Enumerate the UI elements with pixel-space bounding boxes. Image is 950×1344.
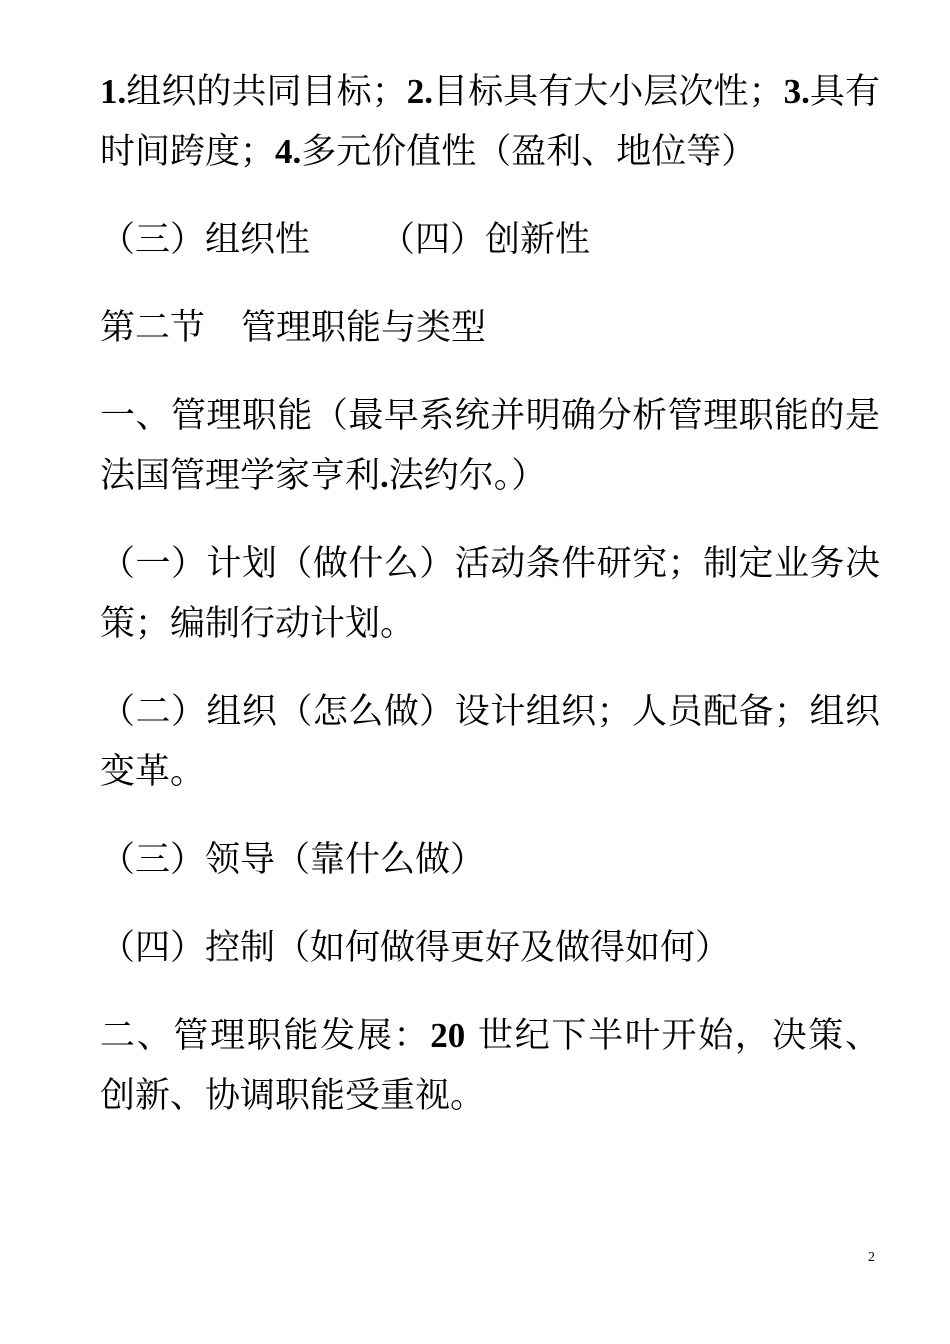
text-run: 世纪下半叶开始，决策、创新、协调职能受重视。: [100, 1016, 880, 1116]
century-number: 20: [430, 1016, 466, 1055]
section-number: 第二节: [100, 308, 206, 348]
document-body: [100, 62, 880, 1154]
name-dot: .: [380, 456, 389, 495]
paragraph-leading: （三）领导（靠什么做）: [100, 840, 486, 880]
text-run: （三）组织性: [100, 220, 311, 260]
item-number: 1.: [100, 72, 127, 111]
text-run: 目标具有大小层次性；: [432, 72, 784, 112]
section-title: 管理职能与类型: [241, 308, 487, 348]
text-run: 多元价值性（盈利、地位等）: [301, 132, 757, 172]
item-number: 4.: [275, 132, 302, 171]
paragraph-planning: （一）计划（做什么）活动条件研究；制定业务决策；编制行动计划。: [100, 544, 880, 644]
section-heading: [100, 298, 880, 358]
paragraph-controlling: （四）控制（如何做得更好及做得如何）: [100, 928, 731, 968]
text-run: 具有时间跨度；: [100, 72, 880, 172]
text-run: 组织的共同目标；: [126, 72, 407, 112]
text-run: 一、管理职能（最早系统并明确分析管理职能的是法国管理学家亨利: [100, 396, 880, 496]
page-number: 2: [868, 1250, 875, 1265]
paragraph-organization-innovation: [100, 210, 880, 270]
text-run: 法约尔。）: [388, 456, 547, 496]
paragraph-function-development: [100, 1006, 880, 1126]
paragraph-organizing: （二）组织（怎么做）设计组织；人员配备；组织变革。: [100, 692, 880, 792]
text-run: （四）创新性: [380, 220, 591, 260]
text-run: 二、管理职能发展：: [100, 1016, 431, 1056]
paragraph-goal-features: [100, 62, 880, 182]
item-number: 3.: [783, 72, 810, 111]
item-number: 2.: [406, 72, 433, 111]
paragraph-management-functions: [100, 386, 880, 506]
